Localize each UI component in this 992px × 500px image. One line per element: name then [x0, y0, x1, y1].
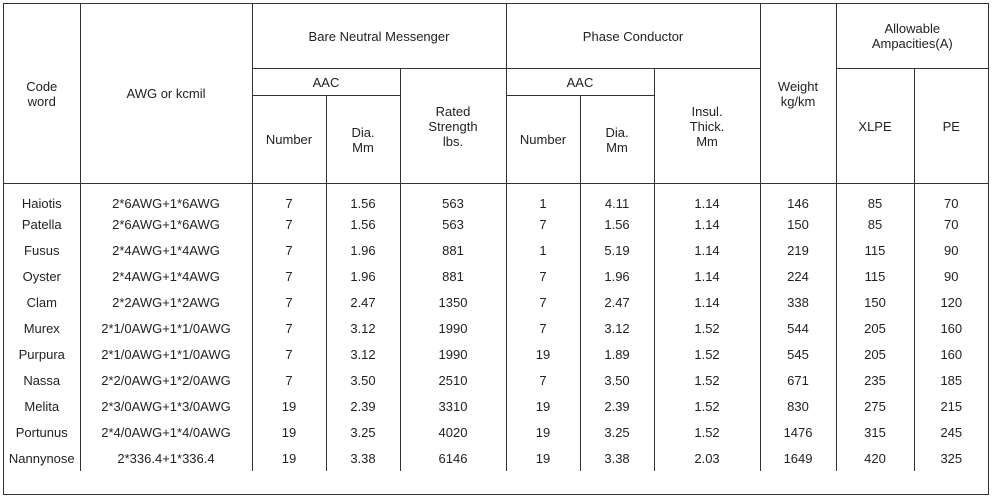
table-row	[4, 341, 988, 367]
cell-neutral-dia: 1.56	[326, 211, 400, 237]
cell-awg: 2*3/0AWG+1*3/0AWG	[80, 393, 252, 419]
cell-xlpe: 115	[836, 237, 914, 263]
cell-xlpe: 275	[836, 393, 914, 419]
cell-phase-dia: 3.38	[580, 445, 654, 471]
table-row	[4, 419, 988, 445]
cell-insul-thick: 1.52	[654, 393, 760, 419]
cell-pe: 120	[940, 294, 963, 310]
cell-phase-dia: 1.56	[580, 211, 654, 237]
cell-neutral-dia: 2.47	[326, 289, 400, 315]
cell-xlpe: 85	[836, 211, 914, 237]
cell-neutral-dia: 3.25	[326, 419, 400, 445]
table-row	[4, 367, 988, 393]
cell-xlpe: 235	[836, 367, 914, 393]
cell-xlpe: 205	[836, 315, 914, 341]
cell-neutral-number: 7	[252, 237, 326, 263]
cell-weight: 671	[760, 367, 836, 393]
cell-neutral-dia: 1.96	[326, 237, 400, 263]
cell-insul-thick: 1.52	[654, 315, 760, 341]
cell-code-word: Murex	[4, 315, 80, 341]
cell-insul-thick: 1.14	[654, 237, 760, 263]
header-dia-neutral: Dia. Mm	[326, 96, 400, 184]
table-row	[4, 211, 988, 237]
cell-phase-number: 19	[506, 341, 580, 367]
cell-rated-strength: 881	[400, 263, 506, 289]
cell-awg: 2*6AWG+1*6AWG	[80, 184, 252, 212]
cell-insul-thick: 1.14	[654, 289, 760, 315]
cell-awg: 2*2/0AWG+1*2/0AWG	[80, 367, 252, 393]
header-number-neutral: Number	[252, 96, 326, 184]
cell-phase-dia: 2.39	[580, 393, 654, 419]
cell-neutral-dia: 3.12	[326, 315, 400, 341]
cell-code-word: Melita	[4, 393, 80, 419]
cell-awg: 2*4/0AWG+1*4/0AWG	[80, 419, 252, 445]
header-pe: PE	[914, 69, 988, 184]
cell-awg: 2*4AWG+1*4AWG	[80, 263, 252, 289]
cell-pe: 160	[940, 346, 963, 362]
cell-code-word: Purpura	[4, 341, 80, 367]
cell-phase-number: 1	[506, 184, 580, 212]
cell-weight: 338	[760, 289, 836, 315]
cell-phase-number: 7	[506, 263, 580, 289]
cell-neutral-number: 7	[252, 184, 326, 212]
header-xlpe: XLPE	[836, 69, 914, 184]
cell-neutral-dia: 1.96	[326, 263, 400, 289]
cell-phase-dia: 5.19	[580, 237, 654, 263]
table-row	[4, 289, 988, 315]
cell-code-word: Nannynose	[4, 445, 80, 471]
header-weight: Weight kg/km	[760, 4, 836, 184]
cell-awg: 2*2AWG+1*2AWG	[80, 289, 252, 315]
cell-insul-thick: 1.14	[654, 211, 760, 237]
header-bare-neutral-messenger: Bare Neutral Messenger	[252, 4, 506, 69]
cell-insul-thick: 1.52	[654, 367, 760, 393]
cell-neutral-number: 7	[252, 289, 326, 315]
cell-xlpe: 420	[836, 445, 914, 471]
cell-neutral-number: 7	[252, 211, 326, 237]
cable-spec-table	[4, 4, 988, 471]
cell-pe: 215	[940, 398, 963, 414]
cell-code-word: Clam	[4, 289, 80, 315]
cell-xlpe: 115	[836, 263, 914, 289]
cell-rated-strength: 1990	[400, 341, 506, 367]
header-dia-phase: Dia. Mm	[580, 96, 654, 184]
cell-neutral-number: 7	[252, 315, 326, 341]
cell-rated-strength: 563	[400, 211, 506, 237]
header-insul-thick: Insul. Thick. Mm	[654, 69, 760, 184]
cell-pe: 70	[944, 216, 959, 232]
cell-phase-dia: 3.12	[580, 315, 654, 341]
cell-rated-strength: 1990	[400, 315, 506, 341]
table-row	[4, 263, 988, 289]
cell-code-word: Patella	[4, 211, 80, 237]
table-row	[4, 184, 988, 212]
cell-insul-thick: 1.14	[654, 263, 760, 289]
cell-phase-dia: 3.25	[580, 419, 654, 445]
cell-neutral-dia: 2.39	[326, 393, 400, 419]
cell-code-word: Fusus	[4, 237, 80, 263]
header-phase-conductor: Phase Conductor	[506, 4, 760, 69]
cell-neutral-number: 7	[252, 263, 326, 289]
cell-weight: 544	[760, 315, 836, 341]
header-aac-neutral: AAC	[252, 69, 400, 96]
cell-weight: 146	[760, 184, 836, 212]
cell-rated-strength: 881	[400, 237, 506, 263]
cell-xlpe: 150	[836, 289, 914, 315]
cell-neutral-dia: 1.56	[326, 184, 400, 212]
cell-weight: 545	[760, 341, 836, 367]
spec-table-frame	[3, 3, 989, 495]
cell-phase-dia: 2.47	[580, 289, 654, 315]
cell-pe: 70	[944, 196, 959, 211]
cell-code-word: Oyster	[4, 263, 80, 289]
cell-pe: 325	[940, 450, 963, 466]
cell-pe: 160	[940, 320, 963, 336]
cell-neutral-number: 19	[252, 419, 326, 445]
header-number-phase: Number	[506, 96, 580, 184]
cell-phase-number: 19	[506, 419, 580, 445]
cell-phase-number: 19	[506, 445, 580, 471]
cell-weight: 1649	[760, 445, 836, 471]
cell-weight: 150	[760, 211, 836, 237]
cell-phase-number: 7	[506, 211, 580, 237]
table-row	[4, 445, 988, 471]
cell-xlpe: 85	[836, 184, 914, 212]
cell-rated-strength: 6146	[400, 445, 506, 471]
cell-neutral-number: 19	[252, 393, 326, 419]
cell-code-word: Nassa	[4, 367, 80, 393]
cell-awg: 2*4AWG+1*4AWG	[80, 237, 252, 263]
cell-rated-strength: 4020	[400, 419, 506, 445]
cell-phase-dia: 1.96	[580, 263, 654, 289]
cell-phase-number: 19	[506, 393, 580, 419]
cell-awg: 2*1/0AWG+1*1/0AWG	[80, 315, 252, 341]
cell-rated-strength: 1350	[400, 289, 506, 315]
cell-xlpe: 315	[836, 419, 914, 445]
cell-rated-strength: 3310	[400, 393, 506, 419]
table-row	[4, 393, 988, 419]
header-awg: AWG or kcmil	[80, 4, 252, 184]
table-row	[4, 315, 988, 341]
cell-phase-number: 1	[506, 237, 580, 263]
cell-xlpe: 205	[836, 341, 914, 367]
cell-awg: 2*1/0AWG+1*1/0AWG	[80, 341, 252, 367]
cell-neutral-dia: 3.50	[326, 367, 400, 393]
cell-insul-thick: 1.14	[654, 184, 760, 212]
cell-code-word: Portunus	[4, 419, 80, 445]
cell-neutral-number: 7	[252, 367, 326, 393]
header-aac-phase: AAC	[506, 69, 654, 96]
cell-insul-thick: 1.52	[654, 341, 760, 367]
cell-phase-number: 7	[506, 315, 580, 341]
cell-phase-dia: 1.89	[580, 341, 654, 367]
table-row	[4, 237, 988, 263]
cell-code-word: Haiotis	[4, 184, 80, 212]
cell-rated-strength: 563	[400, 184, 506, 212]
cell-awg: 2*6AWG+1*6AWG	[80, 211, 252, 237]
cell-weight: 224	[760, 263, 836, 289]
cell-weight: 1476	[760, 419, 836, 445]
cell-neutral-dia: 3.38	[326, 445, 400, 471]
cell-pe: 185	[940, 372, 963, 388]
cell-pe: 90	[944, 268, 959, 284]
cell-insul-thick: 1.52	[654, 419, 760, 445]
cell-phase-number: 7	[506, 367, 580, 393]
cell-pe: 245	[940, 424, 963, 440]
cell-neutral-number: 19	[252, 445, 326, 471]
header-allowable-ampacities: Allowable Ampacities(A)	[836, 4, 988, 69]
cell-phase-dia: 4.11	[580, 184, 654, 212]
cell-neutral-dia: 3.12	[326, 341, 400, 367]
header-code-word: Code word	[4, 4, 80, 184]
header-rated-strength: Rated Strength lbs.	[400, 69, 506, 184]
cell-weight: 219	[760, 237, 836, 263]
cell-awg: 2*336.4+1*336.4	[80, 445, 252, 471]
cell-phase-dia: 3.50	[580, 367, 654, 393]
cell-neutral-number: 7	[252, 341, 326, 367]
table-header	[4, 4, 988, 184]
cell-insul-thick: 2.03	[654, 445, 760, 471]
table-body	[4, 184, 988, 472]
cell-weight: 830	[760, 393, 836, 419]
cell-rated-strength: 2510	[400, 367, 506, 393]
cell-pe: 90	[944, 242, 959, 258]
cell-phase-number: 7	[506, 289, 580, 315]
